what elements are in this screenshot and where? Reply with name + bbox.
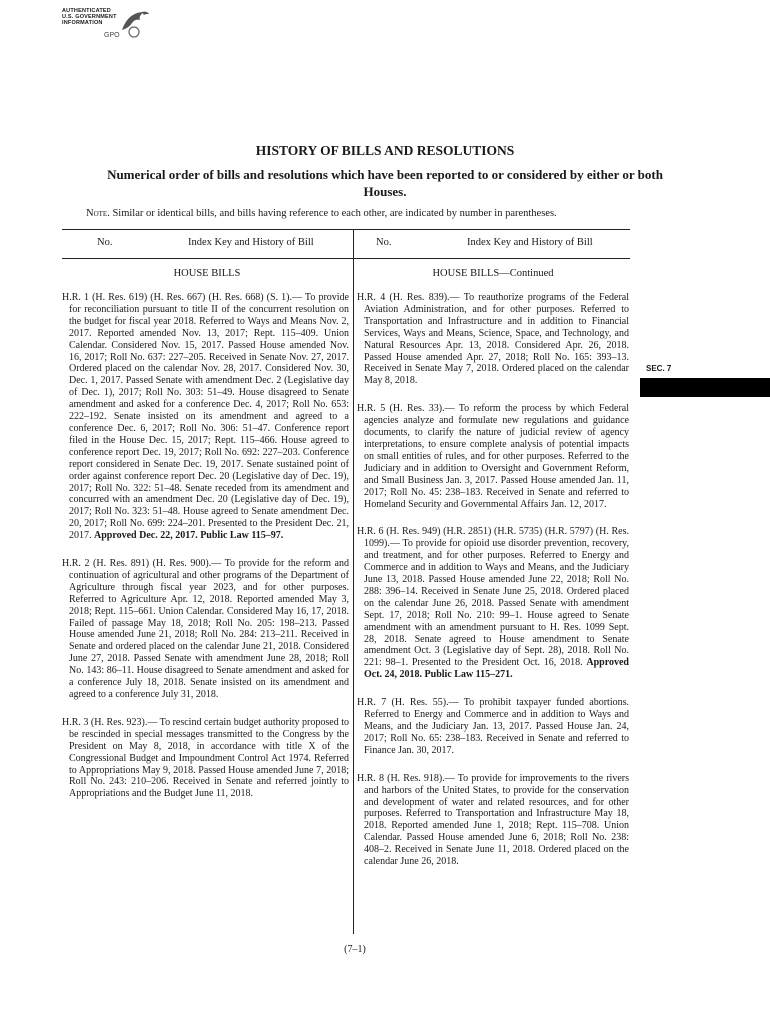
entry-text: H.R. 8 (H. Res. 918).— To provide for improvements to the rivers and harbors of the United States, to provide for the conservation and development of water and related resources, and for other purposes. Referred to Transportation and Infrastructure May 18, 2018. Reported amended June 1, 2018; Rept. 115–708. Union Calendar. Passed House amended June 6, 2018; Roll No. 238: 408–2. Received in Senate June 11, 2018. Ordered placed on the calendar June 26, 2018.: [357, 772, 629, 868]
right-column: [357, 292, 629, 884]
entry-text: H.R. 5 (H. Res. 33).— To reform the process by which Federal agencies analyze and formulate new regulations and guidance documents, to clarify the nature of judicial review of agency interpretations, to ensure complete analysis of potential impacts on small entities of rules, and for other purposes. Referred to the Judiciary and in addition to Oversight and Government Reform, and Small Business Jan. 3, 2017. Passed House amended Jan. 11, 2017; Roll No. 45: 238–183. Received in Senate and referred to Homeland Security and Governmental Affairs Jan. 12, 2017.: [357, 403, 629, 510]
entry-approval: Approved Dec. 22, 2017. Public Law 115–97.: [94, 530, 284, 542]
bill-entry-hr4: [357, 292, 629, 387]
table-top-rule: [62, 229, 630, 230]
column-divider: [353, 229, 354, 934]
entry-text: H.R. 2 (H. Res. 891) (H. Res. 900).— To provide for the reform and continuation of agricultural and other programs of the Department of Agriculture through fiscal year 2023, and for other purposes. Referred to Agriculture Apr. 12, 2018. Reported amended May 3, 2018; Rept. 115–661. Union Calendar. Considered May 16, 17, 2018. Failed of passage May 18, 2018; Roll No. 205: 198–213. Passed House amended June 21, 2018; Roll No. 284: 213–211. Received in Senate and ordered placed on the calendar June 21, 2018. Considered June 27, 2018. Passed Senate with amendment June 28, 2018; Roll No. 143: 86–11. House disagreed to Senate amendment and asked for a conference July 18, 2018. Senate insisted on its amendment and agreed to a conference July 31, 2018.: [62, 558, 349, 700]
logo-line-3: INFORMATION: [62, 20, 103, 26]
right-section-header: HOUSE BILLS—Continued: [432, 268, 554, 279]
right-no-header: No.: [376, 237, 392, 248]
bill-entry-hr2: [62, 558, 349, 701]
gpo-authentication-logo: [62, 8, 152, 44]
logo-line-2: U.S. GOVERNMENT: [62, 14, 117, 20]
note-label: Note.: [86, 208, 110, 219]
page-title: HISTORY OF BILLS AND RESOLUTIONS: [255, 143, 515, 158]
table-header-rule: [62, 258, 630, 259]
bill-entry-hr5: [357, 403, 629, 510]
entry-text: H.R. 1 (H. Res. 619) (H. Res. 667) (H. Res. 668) (S. 1).— To provide for reconciliation pursuant to title II of the concurrent resolution on the budget for fiscal year 2018. Referred to Ways and Means Nov. 2, 2017. Reported amended Nov. 13, 2017; Rept. 115–409. Union Calendar. Considered Nov. 15, 2017. Passed House amended Nov. 16, 2017; Roll No. 637: 227–205. Received in Senate Nov. 27, 2017. Ordered placed on the calendar Nov. 28, 2017. Considered Nov. 30, Dec. 1, 2017. Passed Senate with amendment Dec. 2 (Legislative day of Dec. 1), 2017; Roll No. 303: 51–49. House disagreed to Senate amendment and asked for a conference Dec. 4, 2017; Roll No. 653: 222–192. Senate insisted on its amendment and agreed to a conference Dec. 6, 2017; Roll No. 306: 51–47. Conference report filed in the House Dec. 15, 2017; Rept. 115–466. House agreed to conference report Dec. 19, 2017; Roll No. 692: 227–203. Conference report considered in Senate Dec. 19, 2017. Senate sustained point of order against conference report Dec. 20 (Legislative day of Dec. 19), 2017; Roll No. 322: 51–48. Senate receded from its amendment and concurred with an amendment Dec. 20 (Legislative day of Dec. 19), 2017; Roll No. 323: 51–48. House agreed to Senate amendment Dec. 20, 2017; Roll No. 699: 224–201. Presented to the President Dec. 21, 2017.: [62, 292, 349, 542]
bill-entry-hr8: [357, 773, 629, 868]
gpo-mark: GPO: [104, 32, 120, 39]
bill-entry-hr7: [357, 697, 629, 757]
bill-entry-hr1: [62, 292, 349, 542]
entry-text: H.R. 3 (H. Res. 923).— To rescind certain budget authority proposed to be rescinded in special messages transmitted to the Congress by the President on May 8, 2018, in accordance with title X of the Congressional Budget and Impoundment Control Act 1974. Referred to Appropriations May 9, 2018. Passed House amended June 7, 2018; Roll No. 243: 210–206. Received in Senate and referred jointly to Appropriations and the Budget June 11, 2018.: [62, 716, 349, 800]
left-no-header: No.: [97, 237, 113, 248]
page-subtitle: Numerical order of bills and resolutions which have been reported to or considered by either or both Houses.: [107, 167, 663, 199]
logo-line-1: AUTHENTICATED: [62, 8, 111, 14]
entry-approval: Approved Oct. 24, 2018. Public Law 115–271.: [364, 657, 629, 681]
section-tab-bar: [640, 378, 770, 397]
bill-entry-hr6: [357, 526, 629, 681]
entry-text: H.R. 6 (H. Res. 949) (H.R. 2851) (H.R. 5735) (H.R. 5797) (H. Res. 1099).— To provide for opioid use disorder prevention, recovery, and treatment, and for other purposes. Referred to Energy and Commerce and in addition to Ways and Means, and the Judiciary June 13, 2018. Passed House amended June 22, 2018; Roll No. 288: 396–14. Received in Senate June 25, 2018. Ordered placed on the calendar June 26, 2018. Passed Senate with amendment Sept. 17, 2018; Roll No. 210: 99–1. House agreed to Senate amendment with an amendment pursuant to H. Res. 1099 Sept. 28, 2018. Senate agreed to House amendment to Senate amendment Oct. 3 (Legislative day of Sept. 28), 2018. Roll No. 221: 98–1. Presented to the President Oct. 16, 2018.: [357, 526, 629, 669]
page-number: (7–1): [344, 944, 366, 955]
right-history-header: Index Key and History of Bill: [467, 237, 593, 248]
eagle-icon: [120, 8, 150, 38]
left-history-header: Index Key and History of Bill: [188, 237, 314, 248]
section-tab-label: SEC. 7: [646, 364, 672, 373]
note-text: Similar or identical bills, and bills having reference to each other, are indicated by number in parentheses.: [109, 208, 557, 219]
note: [86, 208, 557, 219]
entry-text: H.R. 7 (H. Res. 55).— To prohibit taxpayer funded abortions. Referred to Energy and Commerce and in addition to Ways and Means, and the Judiciary Jan. 13, 2017. Passed House Jan. 24, 2017; Roll No. 65: 238–183. Received in Senate and referred to Finance Jan. 30, 2017.: [357, 697, 629, 756]
bill-entry-hr3: [62, 717, 349, 800]
left-column: [62, 292, 349, 816]
entry-text: H.R. 4 (H. Res. 839).— To reauthorize programs of the Federal Aviation Administration, and for other purposes. Referred to Transportation and Infrastructure and in addition to Financial Services, Ways and Means, Science, Space, and Technology, and Natural Resources Apr. 13, 2018. Considered Apr. 26, 2018. Passed House amended Apr. 27, 2018; Roll No. 165: 393–13. Received in Senate May 7, 2018. Ordered placed on the calendar May 8, 2018.: [357, 292, 629, 387]
left-section-header: HOUSE BILLS: [173, 268, 241, 279]
